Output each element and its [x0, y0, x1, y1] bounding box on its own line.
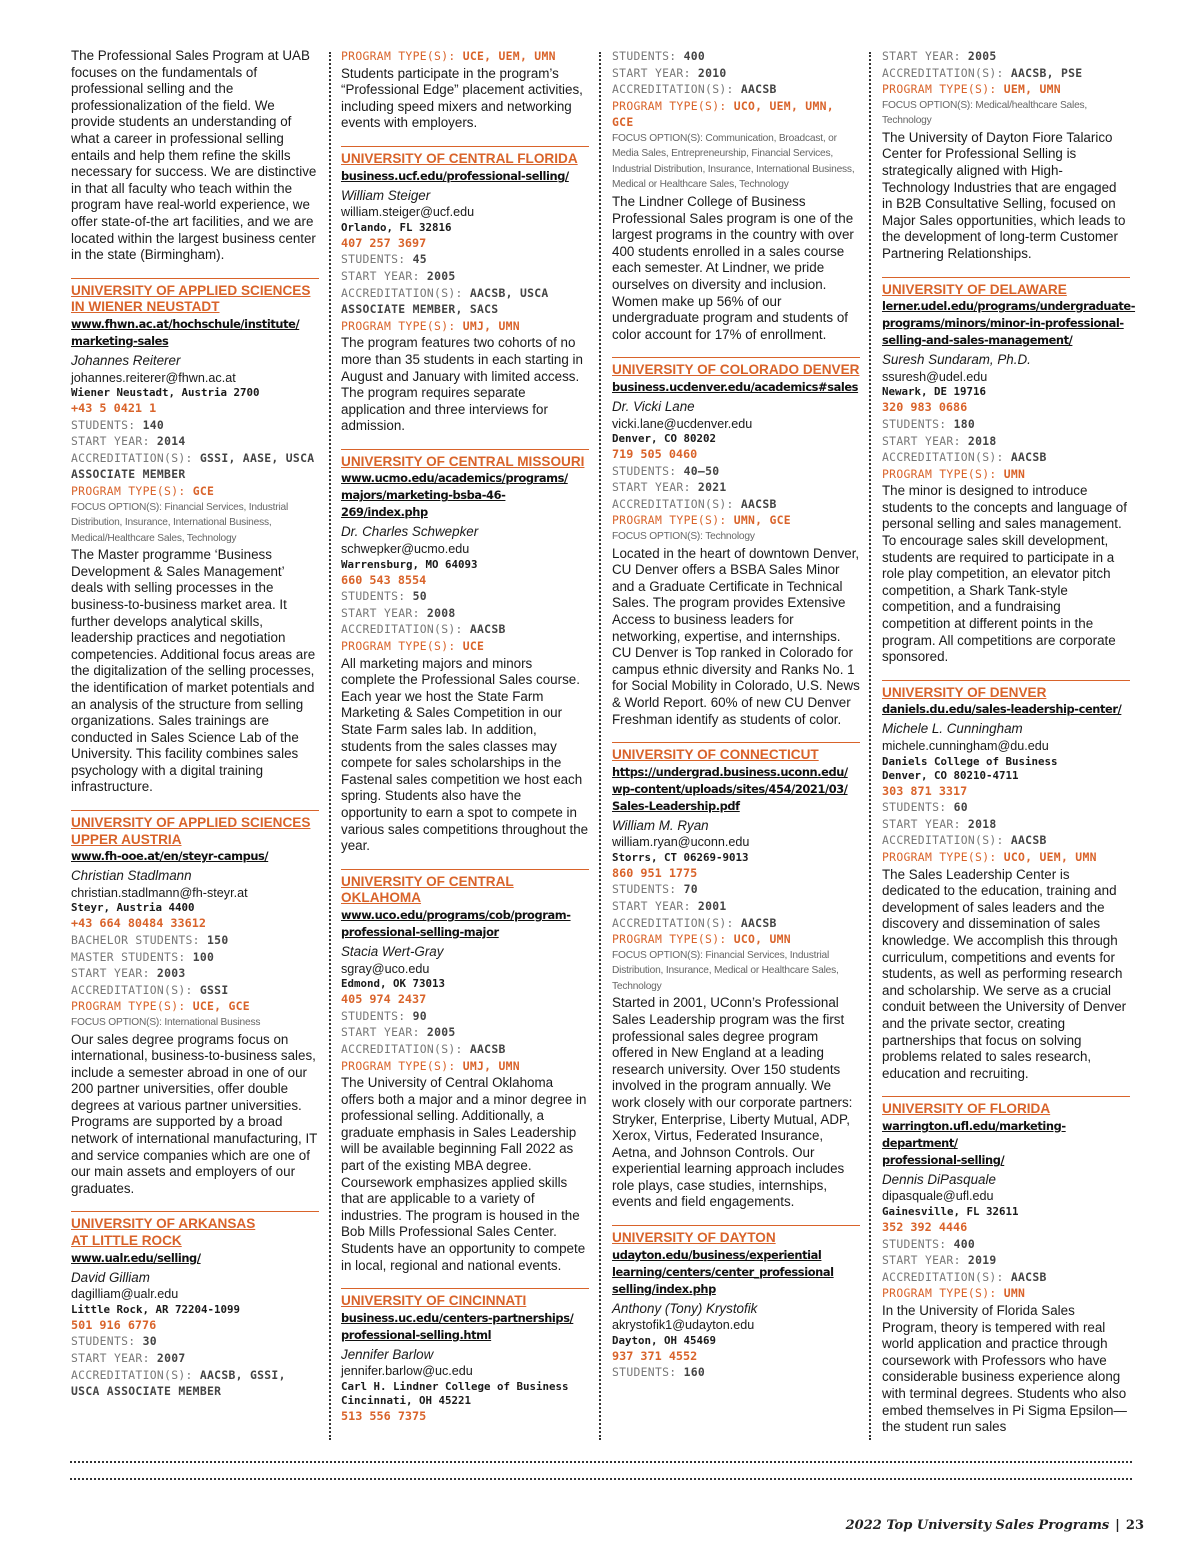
stat-value: AACSB — [740, 82, 777, 97]
address: Steyr, Austria 4400 — [71, 901, 195, 915]
contact-email[interactable]: ssuresh@udel.edu — [882, 369, 988, 384]
stat-label: PROGRAM TYPE(S): — [882, 82, 997, 97]
stat-label: PROGRAM TYPE(S): — [882, 466, 997, 481]
stat-value: 160 — [683, 1365, 706, 1380]
entry-central-florida — [341, 146, 589, 435]
start-year-stat — [71, 1350, 319, 1367]
stat-value: 2018 — [967, 433, 997, 448]
contact-email[interactable]: sgray@uco.edu — [341, 961, 430, 976]
entry-cincinnati-continued — [612, 48, 860, 343]
program-type-stat — [71, 998, 319, 1015]
contact-name: Michele L. Cunningham — [882, 721, 1023, 737]
stat-label: STUDENTS: — [341, 589, 406, 604]
start-year-stat — [882, 433, 1130, 450]
stat-label: ACCREDITATION(S): — [882, 65, 1004, 80]
stat-label: STUDENTS: — [71, 1334, 136, 1349]
stat-value: AACSB — [1010, 833, 1047, 848]
stat-label: PROGRAM TYPE(S): — [71, 999, 186, 1014]
entry-dayton-continued — [882, 48, 1130, 263]
program-type-stat — [341, 318, 589, 335]
stat-value: 30 — [142, 1334, 157, 1349]
stat-value: 140 — [142, 417, 165, 432]
description: The University of Dayton Fiore Talarico Center for Professional Selling is strategically aligned with High-Technology Industries that are engaged in B2B Consultative Selling, focused on Major Sales opportunities, which leads to the development of long-term Customer Partnering Relationships. — [882, 129, 1126, 261]
column-2 — [341, 48, 589, 1425]
students-stat — [612, 1364, 860, 1381]
phone: +43 664 80484 33612 — [71, 916, 206, 931]
entry-connecticut — [612, 742, 860, 1211]
entry-upper-austria — [71, 810, 319, 1197]
description: The Lindner College of Business Professional Sales program is one of the largest programs in the country with over 400 students enrolled in a sales course each semester. At Lindner, we pride ourselves on diversity and inclusion. Women make up 56% of our undergraduate program and students of color account for 17% of enrollment. — [612, 193, 854, 342]
stat-label: ACCREDITATION(S): — [612, 82, 734, 97]
university-name: UNIVERSITY OF APPLIED SCIENCES IN WIENER NEUSTADT — [71, 278, 319, 316]
stat-label: STUDENTS: — [71, 417, 136, 432]
program-link[interactable]: udayton.edu/business/experiential learning/centers/center_professional selling/index.php — [612, 1247, 834, 1296]
stat-value: 2005 — [967, 49, 997, 63]
entry-dayton — [612, 1225, 860, 1381]
stat-value: 2008 — [426, 605, 456, 620]
stat-value: AACSB, PSE — [1010, 65, 1083, 80]
contact-email[interactable]: william.ryan@uconn.edu — [612, 835, 750, 850]
accreditation-stat — [882, 65, 1130, 82]
bachelor-students-stat — [71, 932, 319, 949]
phone: 860 951 1775 — [612, 865, 698, 880]
program-type-stat — [612, 98, 860, 131]
description: Started in 2001, UConn’s Professional Sales Leadership program was the first professional sales degree program offered in New England at a leading research university. Over 150 students involved in the program annually. We work closely with our corporate partners: Stryker, Enterprise, Liberty Mutual, ADP, Xerox, Virtus, Federated Insurance, Aetna, and Johnson Controls. Our experiential learning approach includes role plays, case studies, internships, events and field engagements. — [612, 995, 853, 1210]
stat-label: ACCREDITATION(S): — [341, 285, 463, 300]
accreditation-stat — [71, 450, 319, 483]
stat-label: STUDENTS: — [882, 1236, 947, 1251]
stat-label: START YEAR: — [341, 605, 420, 620]
focus-options — [71, 1015, 319, 1031]
column-divider — [599, 52, 601, 1440]
stat-label: ACCREDITATION(S): — [882, 833, 1004, 848]
start-year-stat — [882, 1252, 1130, 1269]
stat-value: 45 — [412, 252, 427, 267]
stat-label: ACCREDITATION(S): — [612, 915, 734, 930]
entry-wiener-neustadt — [71, 278, 319, 796]
accreditation-stat — [341, 1041, 589, 1058]
stat-label: ACCREDITATION(S): — [71, 450, 193, 465]
stat-value: UMJ, UMN — [462, 1058, 520, 1073]
stat-label: START YEAR: — [612, 899, 691, 914]
program-link[interactable]: https://undergrad.business.uconn.edu/ wp-content/uploads/sites/454/2021/03/ Sales-Leadership.pdf — [612, 764, 848, 813]
students-stat — [341, 1008, 589, 1025]
stat-label: PROGRAM TYPE(S): — [612, 513, 727, 528]
university-name: UNIVERSITY OF ARKANSAS AT LITTLE ROCK — [71, 1211, 319, 1249]
stat-value: UEM, UMN — [1003, 82, 1061, 97]
stat-value: AACSB — [740, 496, 777, 511]
program-link[interactable]: warrington.ufl.edu/marketing-department/ professional-selling/ — [882, 1118, 1066, 1167]
address: Denver, CO 80202 — [612, 432, 717, 446]
stat-value: AACSB, GSSI, USCA ASSOCIATE MEMBER — [71, 1367, 286, 1399]
focus-label: FOCUS OPTION(S): — [612, 132, 703, 144]
program-type-stat — [341, 638, 589, 655]
accreditation-stat — [71, 982, 319, 999]
description: In the University of Florida Sales Program, theory is tempered with real world application and practice through coursework with Professors who have considerable business experience along with terminal degrees. Students who also embed themselves in Pi Sigma Epsilon—the student run sales — [882, 1303, 1127, 1435]
stat-value: AACSB, USCA ASSOCIATE MEMBER, SACS — [341, 285, 549, 317]
stat-value: AACSB — [1010, 450, 1047, 465]
start-year-stat — [882, 48, 1130, 65]
phone: 405 974 2437 — [341, 992, 427, 1007]
stat-value: UMN — [1003, 1286, 1026, 1301]
stat-label: START YEAR: — [882, 433, 961, 448]
stat-value: UMN — [1003, 466, 1026, 481]
program-link[interactable]: daniels.du.edu/sales-leadership-center/ — [882, 702, 1122, 717]
contact-email[interactable]: akrystofik1@udayton.edu — [612, 1318, 755, 1333]
description: Our sales degree programs focus on international, business-to-business sales, include a semester abroad in one of our 200 partner universities, offer double degrees at various partner universities. Programs are supported by a broad network of international manufacturing, IT and service companies which are one of our main assets and employers of our graduates. — [71, 1031, 318, 1196]
program-type-stat — [882, 81, 1130, 98]
contact-email[interactable]: johannes.reiterer@fhwn.ac.at — [71, 370, 236, 385]
contact-name: Dennis DiPasquale — [882, 1171, 996, 1187]
column-divider — [329, 52, 331, 1440]
stat-value: GCE — [192, 484, 215, 499]
stat-label: STUDENTS: — [612, 882, 677, 897]
stat-value: 100 — [192, 949, 215, 964]
address: Edmond, OK 73013 — [341, 977, 446, 991]
stat-value: UCO, UMN — [733, 932, 791, 947]
stat-value: UCO, UEM, UMN, GCE — [612, 98, 834, 130]
phone: 513 556 7375 — [341, 1409, 427, 1423]
page-number: 23 — [1125, 1518, 1144, 1533]
program-link[interactable]: business.ucdenver.edu/academics#sales — [612, 379, 859, 394]
stat-label: STUDENTS: — [882, 416, 947, 431]
stat-label: PROGRAM TYPE(S): — [341, 1058, 456, 1073]
stat-label: STUDENTS: — [882, 800, 947, 815]
start-year-stat — [341, 268, 589, 285]
stat-label: STUDENTS: — [341, 252, 406, 267]
stat-value: AACSB — [1010, 1269, 1047, 1284]
stat-value: UCE — [462, 639, 485, 654]
focus-label: FOCUS OPTION(S): — [612, 949, 703, 961]
stat-label: START YEAR: — [882, 49, 961, 63]
column-3 — [612, 48, 860, 1381]
stat-value: AACSB — [469, 1041, 506, 1056]
students-stat — [882, 799, 1130, 816]
address: Storrs, CT 06269-9013 — [612, 850, 749, 864]
stat-label: START YEAR: — [71, 966, 150, 981]
address: Gainesville, FL 32611 — [882, 1205, 1019, 1219]
accreditation-stat — [612, 496, 860, 513]
focus-label: FOCUS OPTION(S): — [71, 1017, 162, 1028]
phone: 352 392 4446 — [882, 1220, 968, 1235]
stat-label: STUDENTS: — [341, 1008, 406, 1023]
contact-name: Jennifer Barlow — [341, 1346, 434, 1362]
program-type-stat — [341, 1058, 589, 1075]
stat-label: PROGRAM TYPE(S): — [882, 1286, 997, 1301]
stat-label: ACCREDITATION(S): — [71, 982, 193, 997]
stat-value: AACSB — [469, 622, 506, 637]
contact-name: William M. Ryan — [612, 817, 709, 833]
stat-value: 70 — [683, 882, 698, 897]
program-link[interactable]: business.ucf.edu/professional-selling/ — [341, 168, 569, 183]
start-year-stat — [71, 433, 319, 450]
contact-email[interactable]: vicki.lane@ucdenver.edu — [612, 416, 753, 431]
stat-value: 40–50 — [683, 463, 720, 478]
focus-label: FOCUS OPTION(S): — [882, 99, 973, 111]
contact-email[interactable]: schwepker@ucmo.edu — [341, 542, 470, 557]
program-type-stat — [612, 931, 860, 948]
entry-florida — [882, 1096, 1130, 1436]
university-name: UNIVERSITY OF CENTRAL MISSOURI — [341, 449, 589, 471]
focus-value: International Business — [164, 1017, 261, 1028]
entry-denver — [882, 680, 1130, 1082]
column-1 — [71, 48, 319, 1400]
start-year-stat — [612, 479, 860, 496]
stat-value: 2018 — [967, 816, 997, 831]
stat-label: START YEAR: — [882, 816, 961, 831]
address: Carl H. Lindner College of Business Cincinnati, OH 45221 — [341, 1380, 569, 1407]
phone: +43 5 0421 1 — [71, 401, 157, 416]
stat-value: 2019 — [967, 1253, 997, 1268]
focus-value: Medical/healthcare Sales, Technology — [882, 99, 1088, 127]
entry-arkansas-little-rock — [71, 1211, 319, 1399]
stat-value: 60 — [953, 800, 968, 815]
stat-label: STUDENTS: — [612, 49, 677, 63]
students-stat — [612, 881, 860, 898]
entry-colorado-denver — [612, 357, 860, 728]
stat-value: 2021 — [697, 480, 727, 495]
contact-email[interactable]: michele.cunningham@du.edu — [882, 739, 1049, 753]
entry-uab-continued — [341, 48, 589, 132]
focus-label: FOCUS OPTION(S): — [612, 531, 703, 543]
students-stat — [341, 251, 589, 268]
stat-label: PROGRAM TYPE(S): — [612, 98, 727, 113]
stat-label: PROGRAM TYPE(S): — [341, 318, 456, 333]
contact-email[interactable]: jennifer.barlow@uc.edu — [341, 1364, 473, 1379]
contact-name: Dr. Vicki Lane — [612, 398, 695, 414]
accreditation-stat — [341, 285, 589, 318]
start-year-stat — [612, 65, 860, 82]
stat-label: START YEAR: — [341, 1025, 420, 1040]
students-stat — [341, 588, 589, 605]
column-divider — [869, 52, 871, 1440]
phone: 320 983 0686 — [882, 400, 968, 415]
focus-options — [882, 98, 1130, 129]
focus-value: Financial Services, Industrial Distribution, Insurance, International Business, Medical/Healthcare Sales, Technology — [71, 501, 289, 544]
students-stat — [882, 416, 1130, 433]
address: Newark, DE 19716 — [882, 385, 987, 399]
address: Orlando, FL 32816 — [341, 220, 452, 234]
university-name: UNIVERSITY OF DELAWARE — [882, 277, 1130, 299]
stat-label: BACHELOR STUDENTS: — [71, 933, 200, 948]
focus-value: Financial Services, Industrial Distribution, Insurance, Medical or Healthcare Sales, Technology — [612, 949, 839, 992]
stat-value: 400 — [953, 1236, 976, 1251]
accreditation-stat — [612, 81, 860, 98]
program-type-stat — [612, 512, 860, 529]
university-name: UNIVERSITY OF FLORIDA — [882, 1096, 1130, 1118]
stat-value: 2010 — [697, 65, 727, 80]
stat-value: 180 — [953, 416, 976, 431]
contact-name: Dr. Charles Schwepker — [341, 524, 479, 540]
entry-cincinnati — [341, 1288, 589, 1424]
contact-name: William Steiger — [341, 187, 431, 203]
university-name: UNIVERSITY OF DENVER — [882, 680, 1130, 702]
entry-central-missouri — [341, 449, 589, 855]
address: Dayton, OH 45469 — [612, 1333, 717, 1347]
stat-label: START YEAR: — [882, 1253, 961, 1268]
focus-options — [71, 500, 319, 547]
program-link[interactable]: www.fhwn.ac.at/hochschule/institute/ marketing-sales — [71, 316, 300, 348]
entry-delaware — [882, 277, 1136, 666]
page-footer — [846, 1518, 1144, 1533]
phone: 937 371 4552 — [612, 1348, 698, 1363]
phone: 719 505 0460 — [612, 447, 698, 462]
stat-label: STUDENTS: — [612, 1365, 677, 1380]
contact-name: Christian Stadlmann — [71, 868, 192, 884]
accreditation-stat — [882, 1269, 1130, 1286]
accreditation-stat — [882, 832, 1130, 849]
phone: 501 916 6776 — [71, 1317, 157, 1332]
description: The Master programme ‘Business Development & Sales Management’ deals with selling processes in the business-to-business market area. It further develops analytical skills, leadership practices and negotiation competencies. Additional focus areas are the digitalization of the selling processes, the identification of market potentials and an analysis of the structure from selling organizations. Sales trainings are conducted in Sales Science Lab of the University. This facility combines sales psychology with a digital training infrastructure. — [71, 547, 316, 795]
university-name: UNIVERSITY OF DAYTON — [612, 1225, 860, 1247]
stat-value: 90 — [412, 1008, 427, 1023]
stat-label: ACCREDITATION(S): — [882, 1269, 1004, 1284]
stat-value: 2001 — [697, 899, 727, 914]
program-link[interactable]: www.uco.edu/programs/cob/program- professional-selling-major — [341, 907, 571, 939]
stat-label: PROGRAM TYPE(S): — [612, 932, 727, 947]
stat-label: ACCREDITATION(S): — [882, 450, 1004, 465]
program-link[interactable]: business.uc.edu/centers-partnerships/ professional-selling.html — [341, 1310, 574, 1342]
stat-value: 2014 — [156, 434, 186, 449]
stat-value: GSSI — [199, 982, 229, 997]
program-type-stat — [882, 849, 1130, 866]
program-type-stat — [882, 1285, 1130, 1302]
description: All marketing majors and minors complete the Professional Sales course. Each year we host the State Farm Marketing & Sales Competition in our State Farm sales lab. In addition, students from the sales classes may compete for sales scholarships in the Fastenal sales competition we host each spring. Students also have the opportunity to earn a spot to compete in various sales competitions throughout the year. — [341, 655, 589, 854]
publication-title: 2022 Top University Sales Programs — [845, 1518, 1110, 1533]
stat-value: GSSI, AASE, USCA ASSOCIATE MEMBER — [71, 450, 315, 482]
contact-name: Stacia Wert-Gray — [341, 943, 444, 959]
students-stat — [612, 48, 860, 65]
footer-divider — [70, 1478, 1132, 1480]
start-year-stat — [71, 965, 319, 982]
description: The University of Central Oklahoma offers both a major and a minor degree in professional selling. Additionally, a graduate emphasis in Sales Leadership will be available beginning Fall 2022 as part of the existing MBA degree. Coursework emphasizes applied skills that are applicable to a variety of industries. The program is housed in the Bob Mills Professional Sales Center. Students have an opportunity to compete in local, regional and national events. — [341, 1075, 587, 1273]
accreditation-stat — [71, 1367, 319, 1400]
address: Wiener Neustadt, Austria 2700 — [71, 386, 260, 400]
accreditation-stat — [612, 915, 860, 932]
stat-label: START YEAR: — [71, 1351, 150, 1365]
footer-separator: | — [1115, 1518, 1120, 1533]
accreditation-stat — [341, 621, 589, 638]
start-year-stat — [882, 816, 1130, 833]
program-type-stat — [882, 466, 1130, 483]
stat-label: ACCREDITATION(S): — [612, 496, 734, 511]
stat-label: START YEAR: — [612, 65, 691, 80]
master-students-stat — [71, 949, 319, 966]
stat-value: UCE, GCE — [192, 999, 250, 1014]
start-year-stat — [612, 898, 860, 915]
university-name: UNIVERSITY OF CENTRAL OKLAHOMA — [341, 869, 589, 907]
program-type-stat — [71, 483, 319, 500]
university-name: UNIVERSITY OF CINCINNATI — [341, 1288, 589, 1310]
contact-email[interactable]: christian.stadlmann@fh-steyr.at — [71, 885, 248, 900]
university-name: UNIVERSITY OF CENTRAL FLORIDA — [341, 146, 589, 168]
stat-label: PROGRAM TYPE(S): — [882, 849, 997, 864]
phone: 303 871 3317 — [882, 783, 968, 798]
contact-name: Johannes Reiterer — [71, 352, 181, 368]
stat-value: UMN, GCE — [733, 513, 791, 528]
program-link[interactable]: www.ucmo.edu/academics/programs/ majors/marketing-bsba-46-269/index.php — [341, 471, 568, 520]
stat-label: START YEAR: — [341, 268, 420, 283]
intro-text: The Professional Sales Program at UAB focuses on the fundamentals of professional selling and the professionalization of the field. We provide students an understanding of what a career in professional selling entails and help them refine the skills necessary for success. We are distinctive in that all faculty who teach within the program have real-world experience, we offer state-of-the art facilities, and we are located within the largest business center in the state (Birmingham). — [71, 48, 317, 263]
description: The minor is designed to introduce students to the concepts and language of personal selling and sales management. To encourage sales skill development, students are required to participate in a role play competition, an elevator pitch competition, a Shark Tank-style competition, and a fundraising competition at different points in the program. All competitions are corporate sponsored. — [882, 483, 1127, 665]
stat-label: PROGRAM TYPE(S): — [341, 49, 456, 63]
contact-email[interactable]: dagilliam@ualr.edu — [71, 1287, 179, 1302]
program-link[interactable]: www.fh-ooe.at/en/steyr-campus/ — [71, 849, 269, 864]
contact-email[interactable]: william.steiger@ucf.edu — [341, 205, 475, 220]
students-stat — [882, 1236, 1130, 1253]
stat-value: 2007 — [156, 1351, 186, 1365]
stat-value: 2005 — [426, 1025, 456, 1040]
stat-label: STUDENTS: — [612, 463, 677, 478]
contact-name: Suresh Sundaram, Ph.D. — [882, 352, 1031, 368]
entry-central-oklahoma — [341, 869, 589, 1274]
phone: 407 257 3697 — [341, 235, 427, 250]
stat-value: AACSB — [740, 915, 777, 930]
focus-label: FOCUS OPTION(S): — [71, 501, 162, 513]
phone: 660 543 8554 — [341, 572, 427, 587]
program-type-stat — [341, 48, 589, 65]
focus-options — [612, 131, 860, 193]
stat-label: START YEAR: — [71, 434, 150, 449]
focus-value: Communication, Broadcast, or Media Sales, Entrepreneurship, Financial Services, Industrial Distribution, Insurance, International Business, Medical or Healthcare Sales, Technology — [612, 132, 855, 191]
address: Little Rock, AR 72204-1099 — [71, 1302, 241, 1316]
address: Warrensburg, MO 64093 — [341, 557, 478, 571]
university-name: UNIVERSITY OF CONNECTICUT — [612, 742, 860, 764]
stat-label: PROGRAM TYPE(S): — [341, 639, 456, 654]
focus-options — [612, 529, 860, 545]
start-year-stat — [341, 1024, 589, 1041]
stat-label: ACCREDITATION(S): — [71, 1367, 193, 1382]
students-stat — [612, 463, 860, 480]
contact-name: Anthony (Tony) Krystofik — [612, 1300, 758, 1316]
stat-value: 50 — [412, 589, 427, 604]
university-name: UNIVERSITY OF COLORADO DENVER — [612, 357, 860, 379]
stat-value: 2005 — [426, 268, 456, 283]
column-4 — [882, 48, 1136, 1436]
stat-value: UCO, UEM, UMN — [1003, 849, 1097, 864]
contact-name: David Gilliam — [71, 1269, 150, 1285]
focus-options — [612, 948, 860, 995]
students-stat — [71, 1333, 319, 1350]
program-link[interactable]: www.ualr.edu/selling/ — [71, 1250, 201, 1265]
program-link[interactable]: lerner.udel.edu/programs/undergraduate- programs/minors/minor-in-professional- selling-and-sales-management/ — [882, 299, 1136, 348]
stat-value: 2003 — [156, 966, 186, 981]
contact-email[interactable]: dipasquale@ufl.edu — [882, 1189, 994, 1204]
description: The program features two cohorts of no more than 35 students in each starting in August and January with limited access. The program requires separate application and three interviews for admission. — [341, 335, 583, 434]
address: Daniels College of Business Denver, CO 80210-4711 — [882, 754, 1058, 782]
students-stat — [71, 417, 319, 434]
university-name: UNIVERSITY OF APPLIED SCIENCES UPPER AUSTRIA — [71, 810, 319, 848]
stat-value: UMJ, UMN — [462, 318, 520, 333]
footer-divider — [70, 1461, 1132, 1463]
stat-value: 150 — [207, 933, 229, 948]
description: Located in the heart of downtown Denver, CU Denver offers a BSBA Sales Minor and a Graduate Certificate in Technical Sales. The program provides Extensive Access to business leaders for networking, expertise, and internships. CU Denver is Top ranked in Colorado for campus ethnic diversity and Ranks No. 1 for Social Mobility in Colorado, U.S. News & World Report. 60% of new CU Denver Freshman identify as students of color. — [612, 545, 860, 727]
description: Students participate in the program’s “Professional Edge” placement activities, including speed mixers and networking events with employers. — [341, 65, 583, 131]
stat-label: MASTER STUDENTS: — [71, 949, 186, 964]
description: The Sales Leadership Center is dedicated to the education, training and development of sales leaders and the discovery and dissemination of sales knowledge. We accomplish this through curriculum, competitions and events for students, as well as performing research and scholarship. We serve as a crucial conduit between the University of Denver and the private sector, creating partnerships that focus on solving problems related to sales research, education and recruiting. — [882, 866, 1127, 1081]
stat-label: PROGRAM TYPE(S): — [71, 484, 186, 499]
stat-label: ACCREDITATION(S): — [341, 622, 463, 637]
stat-label: START YEAR: — [612, 480, 691, 495]
accreditation-stat — [882, 449, 1130, 466]
start-year-stat — [341, 605, 589, 622]
stat-label: ACCREDITATION(S): — [341, 1041, 463, 1056]
stat-value: 400 — [683, 49, 706, 63]
focus-value: Technology — [705, 531, 755, 543]
stat-value: UCE, UEM, UMN — [462, 49, 556, 63]
